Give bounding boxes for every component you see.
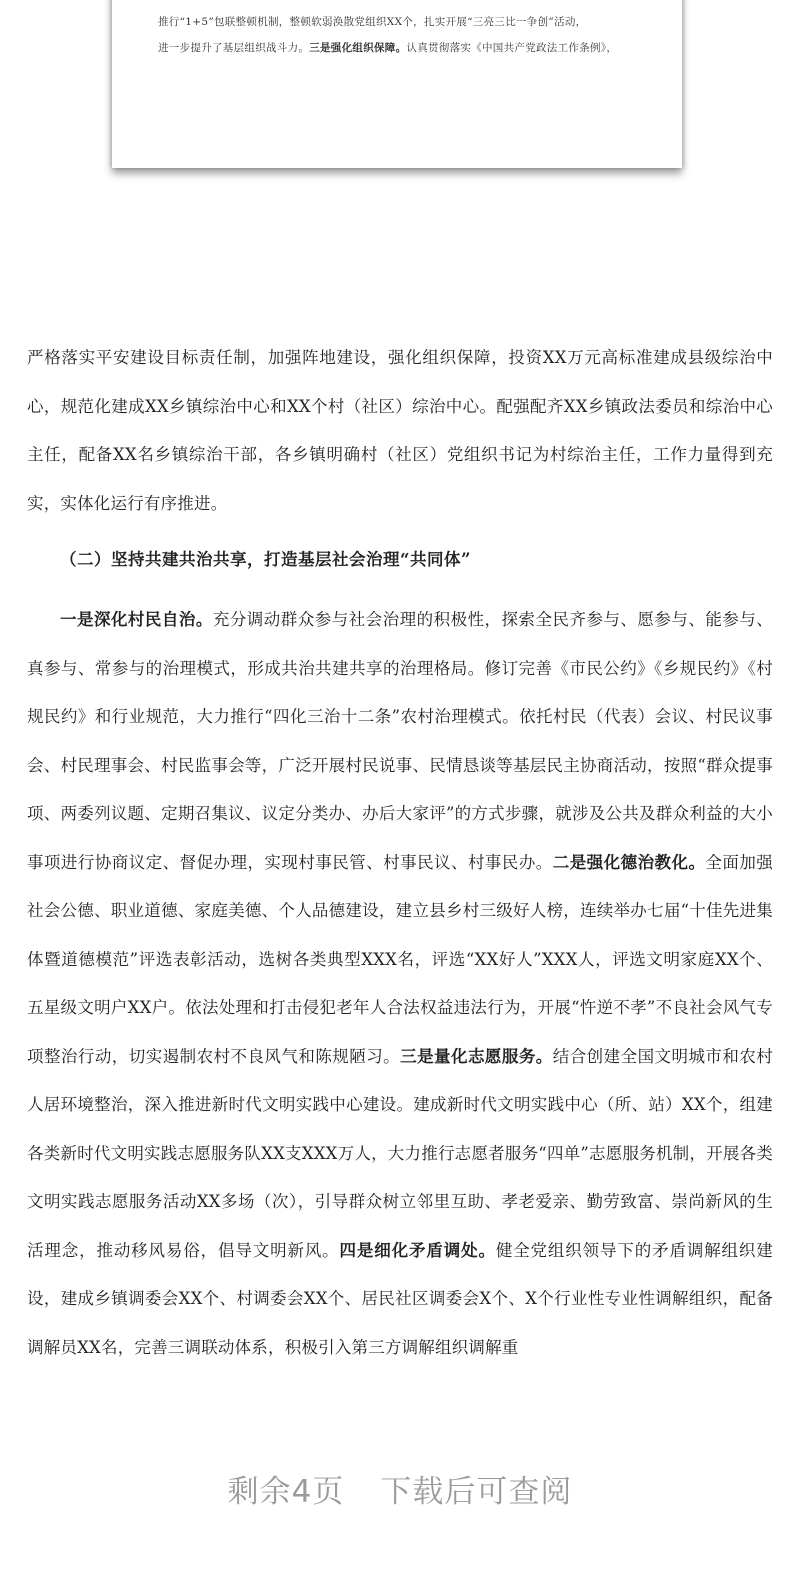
bold-lead: 四是细化矛盾调处。 (339, 1240, 496, 1260)
preview-line-2 (158, 40, 617, 55)
body-text: 全面加强社会公德、职业道德、家庭美德、个人品德建设，建立县乡村三级好人榜，连续举办七届“十佳先进集体暨道德模范”评选表彰活动，选树各类典型XXX名，评选“XX好人”XXX人，评选文明家庭XX个、五星级文明户XX户。依法处理和打击侵犯老年人合法权益违法行为，开展“忤逆不孝”不良社会风气专项整治行动，切实遏制农村不良风气和陈规陋习。 (27, 852, 773, 1066)
bold-lead: 三是量化志愿服务。 (400, 1046, 553, 1066)
download-prompt[interactable] (0, 1466, 800, 1511)
remaining-pages-label[interactable]: 剩余4页 (227, 1474, 345, 1510)
paragraph-text (27, 596, 773, 1372)
paragraph-text: 严格落实平安建设目标责任制，加强阵地建设，强化组织保障，投资XX万元高标准建成县级综治中心，规范化建成XX乡镇综治中心和XX个村（社区）综治中心。配强配齐XX乡镇政法委员和综治中心主任，配备XX名乡镇综治干部，各乡镇明确村（社区）党组织书记为村综治主任，工作力量得到充实，实体化运行有序推进。 (27, 348, 773, 513)
bold-lead: 二是强化德治教化。 (552, 852, 706, 872)
download-to-view-label[interactable]: 下载后可查阅 (380, 1474, 573, 1510)
paragraph-2 (27, 596, 773, 1372)
preview-bold-text: 三是强化组织保障。 (309, 42, 407, 54)
section-heading: （二）坚持共建共治共享，打造基层社会治理“共同体” (60, 550, 471, 569)
bold-lead: 一是深化村民自治。 (60, 610, 213, 629)
paragraph-1 (27, 334, 773, 528)
body-text: 健全党组织领导下的矛盾调解组织建设，建成乡镇调委会XX个、村调委会XX个、居民社区调委会X个、X个行业性专业性调解组织，配备调解员XX名，完善三调联动体系，积极引入第三方调解组织调解重 (27, 1240, 773, 1357)
document-preview-page (112, 0, 682, 168)
body-text: 充分调动群众参与社会治理的积极性，探索全民齐参与、愿参与、能参与、真参与、常参与的治理模式，形成共治共建共享的治理格局。修订完善《市民公约》《乡规民约》《村规民约》和行业规范，大力推行“四化三治十二条”农村治理模式。依托村民（代表）会议、村民议事会、村民理事会、村民监事会等，广泛开展村民说事、民情恳谈等基层民主协商活动，按照“群众提事项、两委列议题、定期召集议、议定分类办、办后大家评”的方式步骤，就涉及公共及群众利益的大小事项进行协商议定、督促办理，实现村事民管、村事民议、村事民办。 (27, 610, 773, 872)
preview-text: 认真贯彻落实《中国共产党政法工作条例》， (406, 42, 618, 54)
preview-line-1: 推行“1+5”包联整顿机制，整顿软弱涣散党组织XX个，扎实开展“三亮三比一争创”活动， (158, 16, 587, 28)
body-text: 结合创建全国文明城市和农村人居环境整治，深入推进新时代文明实践中心建设。建成新时代文明实践中心（所、站）XX个，组建各类新时代文明实践志愿服务队XX支XXX万人，大力推行志愿者服务“四单”志愿服务机制，开展各类文明实践志愿服务活动XX多场（次），引导群众树立邻里互助、孝老爱亲、勤劳致富、崇尚新风的生活理念，推动移风易俗，倡导文明新风。 (27, 1046, 773, 1260)
preview-text: 进一步提升了基层组织战斗力。 (158, 42, 310, 54)
